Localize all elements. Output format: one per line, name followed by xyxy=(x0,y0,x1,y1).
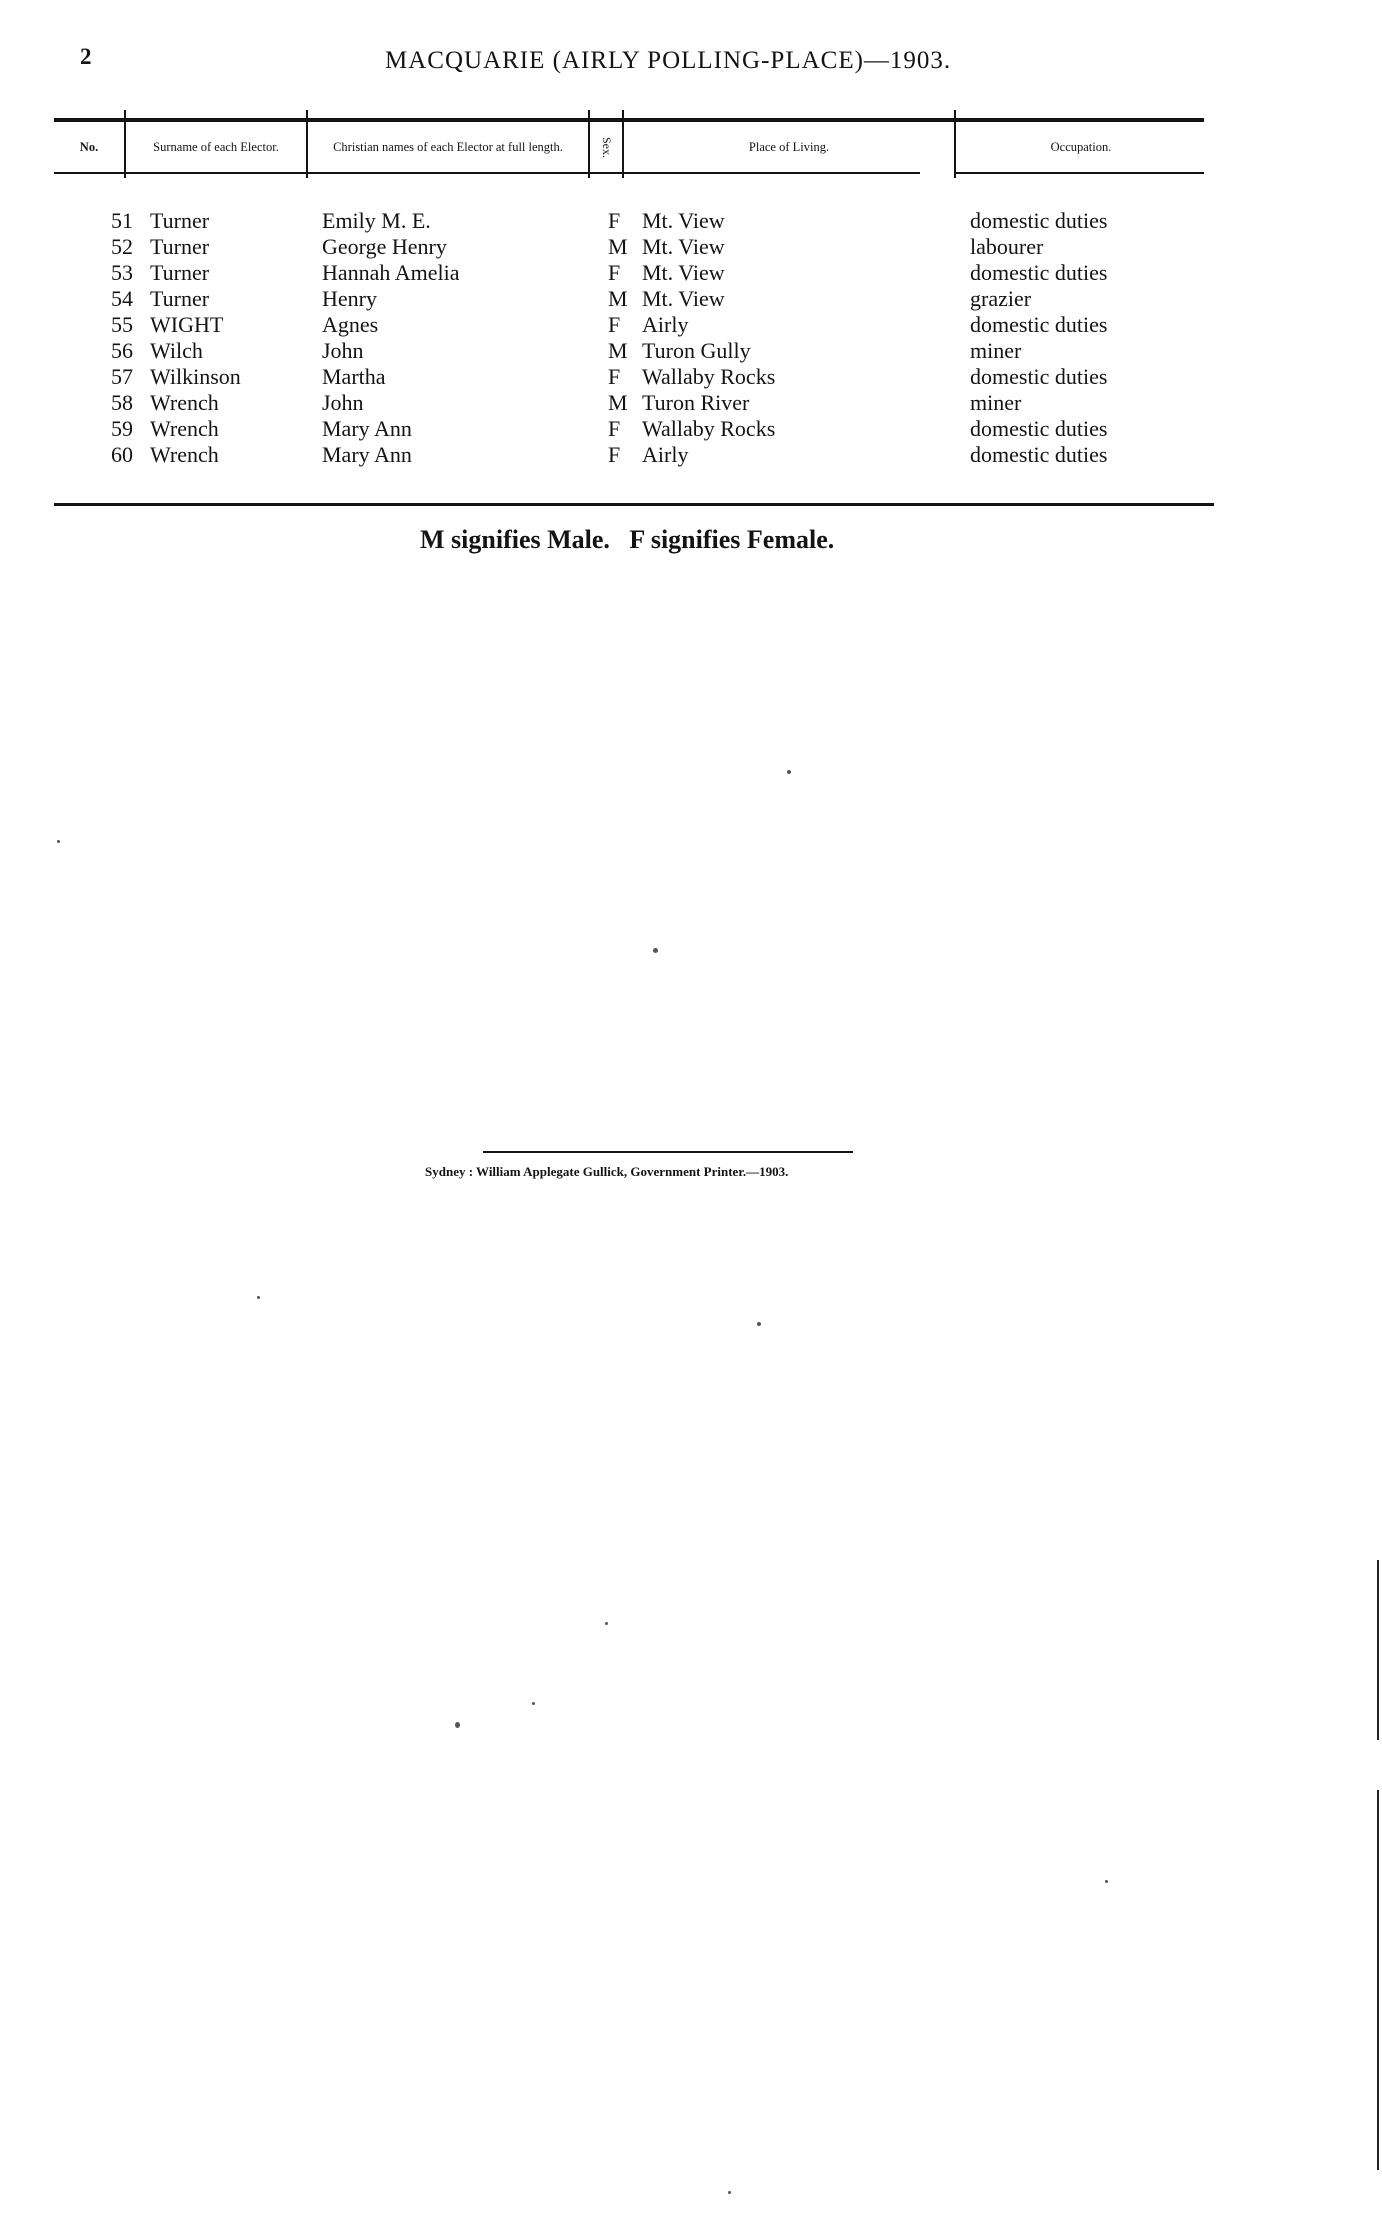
scan-speckle xyxy=(532,1702,535,1705)
cell-surname: Wilkinson xyxy=(150,364,241,389)
cell-surname: Wrench xyxy=(150,416,219,441)
cell-surname: Turner xyxy=(150,260,210,285)
cell-christian-names: Henry xyxy=(322,286,377,311)
cell-no: 53 xyxy=(111,260,133,285)
table-row xyxy=(0,416,1382,442)
table-row xyxy=(0,442,1382,468)
cell-no: 56 xyxy=(111,338,133,363)
cell-no: 51 xyxy=(111,208,133,233)
cell-place: Wallaby Rocks xyxy=(642,364,776,389)
cell-christian-names: John xyxy=(322,390,364,415)
cell-occupation: domestic duties xyxy=(970,364,1108,389)
header-occupation: Occupation. xyxy=(1050,139,1112,154)
scan-speckle xyxy=(455,1722,460,1728)
header-christian-names: Christian names of each Elector at full length. xyxy=(333,139,563,154)
cell-no: 55 xyxy=(111,312,133,337)
cell-christian-names: George Henry xyxy=(322,234,447,259)
cell-christian-names: Emily M. E. xyxy=(322,208,431,233)
cell-sex: F xyxy=(608,208,621,233)
header-sex xyxy=(590,122,622,172)
cell-place: Turon Gully xyxy=(642,338,751,363)
cell-no: 58 xyxy=(111,390,133,415)
scan-speckle xyxy=(787,770,791,774)
header-place: Place of Living. xyxy=(748,139,830,154)
scan-edge-line xyxy=(1377,1560,1379,1740)
cell-surname: Wrench xyxy=(150,442,219,467)
cell-place: Mt. View xyxy=(642,260,725,285)
scan-edge-line xyxy=(1377,1790,1379,2170)
cell-occupation: miner xyxy=(970,338,1022,363)
cell-occupation: domestic duties xyxy=(970,416,1108,441)
cell-place: Mt. View xyxy=(642,208,725,233)
cell-place: Turon River xyxy=(642,390,750,415)
cell-christian-names: Agnes xyxy=(322,312,379,337)
scan-speckle xyxy=(653,948,658,953)
cell-sex: M xyxy=(608,234,628,259)
table-row xyxy=(0,312,1382,338)
cell-surname: Turner xyxy=(150,286,210,311)
cell-sex: F xyxy=(608,312,621,337)
table-row xyxy=(0,234,1382,260)
cell-sex: M xyxy=(608,390,628,415)
table-row xyxy=(0,338,1382,364)
cell-sex: F xyxy=(608,260,621,285)
cell-christian-names: Mary Ann xyxy=(322,416,412,441)
cell-surname: WIGHT xyxy=(150,312,224,337)
table-row xyxy=(0,364,1382,390)
cell-occupation: grazier xyxy=(970,286,1032,311)
cell-occupation: domestic duties xyxy=(970,208,1108,233)
cell-surname: Turner xyxy=(150,208,210,233)
scan-speckle xyxy=(57,840,60,843)
table-row xyxy=(0,390,1382,416)
table-row xyxy=(0,286,1382,312)
scan-speckle xyxy=(757,1322,761,1326)
cell-no: 54 xyxy=(111,286,133,311)
cell-surname: Wrench xyxy=(150,390,219,415)
cell-no: 52 xyxy=(111,234,133,259)
cell-surname: Wilch xyxy=(150,338,203,363)
cell-no: 60 xyxy=(111,442,133,467)
cell-christian-names: Martha xyxy=(322,364,386,389)
scan-speckle xyxy=(1105,1880,1108,1883)
table-bottom-rule xyxy=(54,503,1214,506)
cell-place: Mt. View xyxy=(642,286,725,311)
printer-rule xyxy=(483,1151,853,1153)
header-surname: Surname of each Elector. xyxy=(153,139,279,154)
cell-occupation: miner xyxy=(970,390,1022,415)
cell-place: Airly xyxy=(642,442,689,467)
cell-occupation: labourer xyxy=(970,234,1044,259)
header-no: No. xyxy=(79,139,99,154)
table-header-rule-gap xyxy=(920,172,954,176)
table-row xyxy=(0,260,1382,286)
cell-no: 57 xyxy=(111,364,133,389)
cell-surname: Turner xyxy=(150,234,210,259)
cell-occupation: domestic duties xyxy=(970,260,1108,285)
scan-speckle xyxy=(728,2191,731,2194)
cell-place: Mt. View xyxy=(642,234,725,259)
cell-christian-names: Mary Ann xyxy=(322,442,412,467)
cell-sex: F xyxy=(608,442,621,467)
cell-place: Wallaby Rocks xyxy=(642,416,776,441)
table-body xyxy=(0,208,1382,468)
cell-occupation: domestic duties xyxy=(970,442,1108,467)
cell-place: Airly xyxy=(642,312,689,337)
cell-sex: F xyxy=(608,364,621,389)
header-sex-label: Sex. xyxy=(599,136,614,158)
table-row xyxy=(0,208,1382,234)
cell-occupation: domestic duties xyxy=(970,312,1108,337)
cell-christian-names: Hannah Amelia xyxy=(322,260,460,285)
page-number: 2 xyxy=(80,44,92,69)
sex-legend: M signifies Male. F signifies Female. xyxy=(420,525,835,554)
cell-sex: M xyxy=(608,286,628,311)
scan-speckle xyxy=(257,1296,260,1299)
cell-christian-names: John xyxy=(322,338,364,363)
printer-imprint: Sydney : William Applegate Gullick, Government Printer.—1903. xyxy=(425,1164,789,1179)
scan-speckle xyxy=(605,1622,608,1625)
page-title: MACQUARIE (AIRLY POLLING-PLACE)—1903. xyxy=(385,47,952,74)
cell-sex: M xyxy=(608,338,628,363)
table-header-rule xyxy=(54,172,1204,174)
cell-no: 59 xyxy=(111,416,133,441)
cell-sex: F xyxy=(608,416,621,441)
